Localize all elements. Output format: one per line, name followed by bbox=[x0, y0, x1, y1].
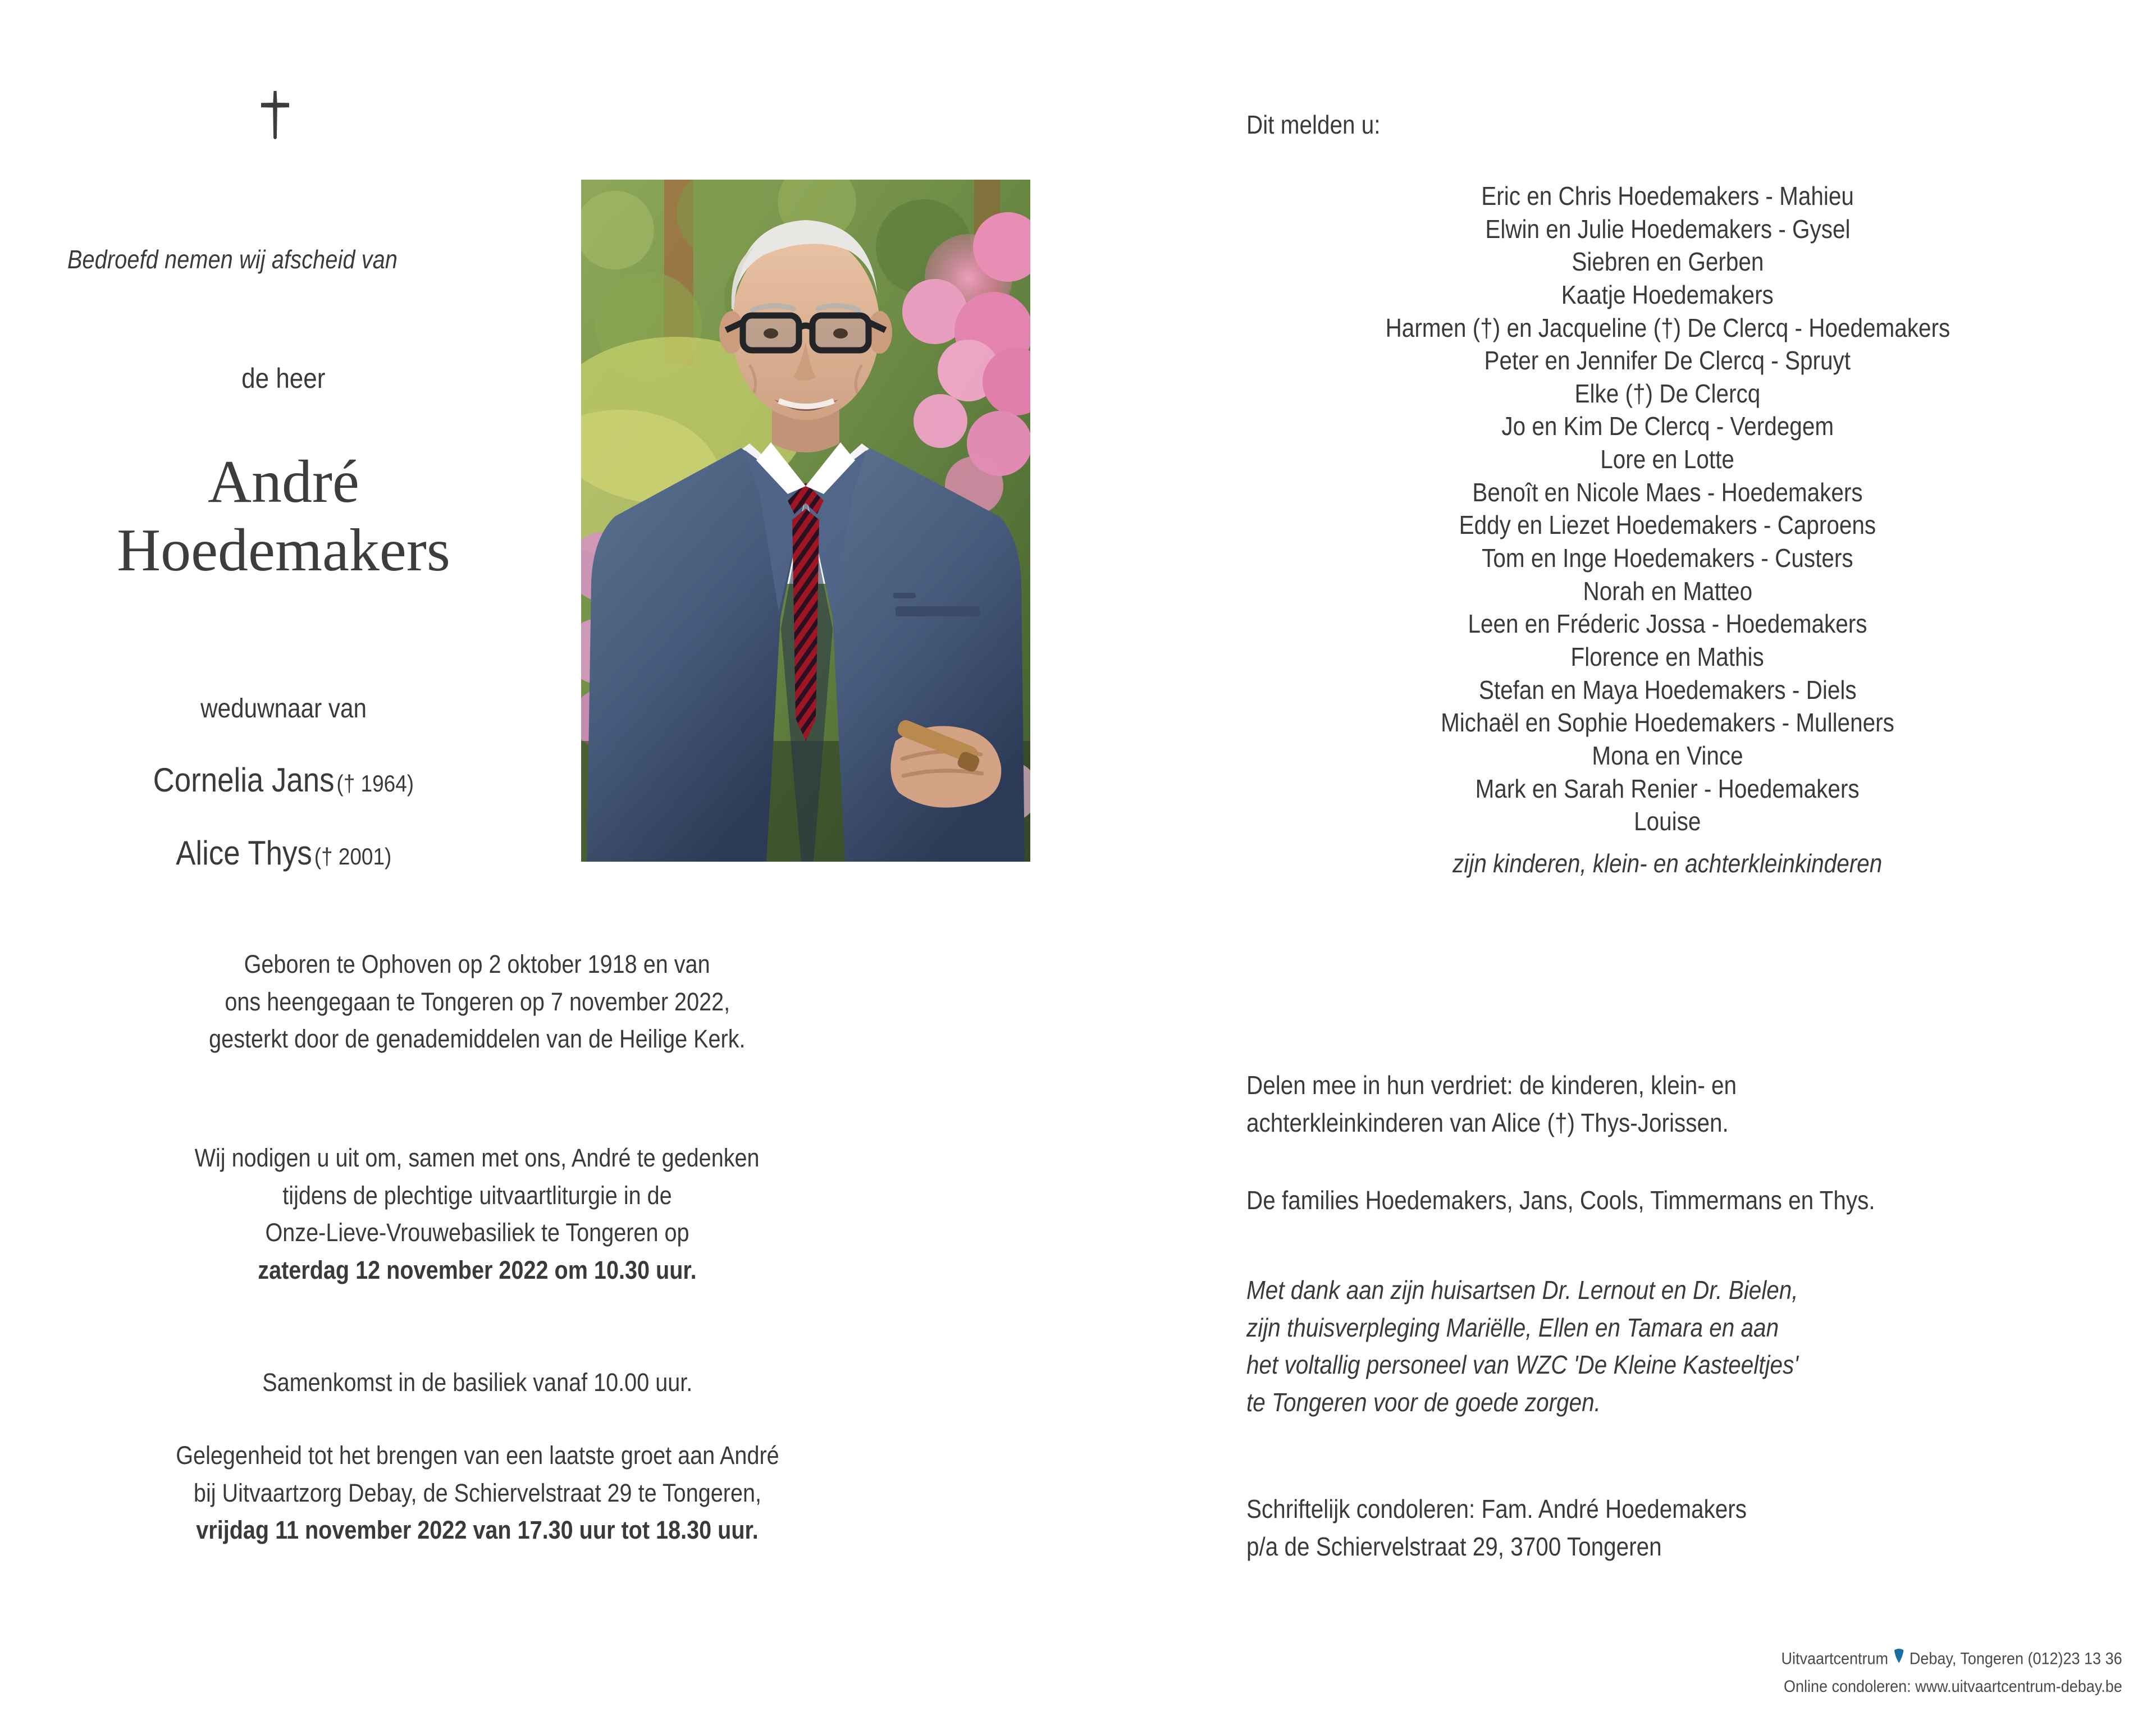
blue-flame-icon bbox=[1893, 1645, 1904, 1671]
visitation-datetime: vrijdag 11 november 2022 van 17.30 uur tot 18.30 uur. bbox=[196, 1516, 759, 1545]
deceased-last-name: Hoedemakers bbox=[117, 517, 450, 584]
spouse-entry bbox=[0, 761, 567, 799]
family-list-item: Benoît en Nicole Maes - Hoedemakers bbox=[1472, 477, 1863, 507]
footer-line-company bbox=[1743, 1645, 2122, 1674]
farewell-intro: Bedroefd nemen wij afscheid van bbox=[67, 245, 398, 274]
family-list-item: Louise bbox=[1634, 807, 1701, 836]
family-list-item: Leen en Fréderic Jossa - Hoedemakers bbox=[1468, 609, 1867, 639]
family-list-item: Mark en Sarah Renier - Hoedemakers bbox=[1476, 774, 1860, 803]
deceased-first-name: André bbox=[208, 449, 359, 515]
family-list-item: Harmen (†) en Jacqueline (†) De Clercq - Hoedemakers bbox=[1385, 313, 1950, 342]
family-list-item: Kaatje Hoedemakers bbox=[1561, 280, 1774, 309]
family-list bbox=[1213, 180, 2122, 880]
families-line: De families Hoedemakers, Jans, Cools, Timmermans en Thys. bbox=[1246, 1186, 1875, 1215]
portrait-photo bbox=[581, 180, 1030, 862]
right-panel bbox=[1179, 0, 2156, 1734]
service-datetime: zaterdag 12 november 2022 om 10.30 uur. bbox=[258, 1255, 697, 1284]
gathering-paragraph: Samenkomst in de basiliek vanaf 10.00 uur. bbox=[262, 1368, 693, 1397]
family-list-item: Jo en Kim De Clercq - Verdegem bbox=[1501, 411, 1834, 441]
footer-line-website: Online condoleren: www.uitvaartcentrum-debay.be bbox=[1784, 1677, 2122, 1696]
spouse-name: Cornelia Jans bbox=[153, 761, 335, 799]
honorific-label: de heer bbox=[241, 363, 326, 394]
family-list-item: Lore en Lotte bbox=[1600, 445, 1735, 474]
birth-death-paragraph: Geboren te Ophoven op 2 oktober 1918 en van ons heengegaan te Tongeren op 7 november 2022, gesterkt door de genademiddelen van de Heilige Kerk. bbox=[209, 950, 746, 1054]
funeral-home-footer bbox=[1743, 1645, 2122, 1699]
family-list-item: Eddy en Liezet Hoedemakers - Caproens bbox=[1459, 510, 1876, 540]
written-condolence-paragraph: Schriftelijk condoleren: Fam. André Hoedemakers p/a de Schiervelstraat 29, 3700 Tongeren bbox=[1246, 1494, 1747, 1561]
family-list-item: Florence en Mathis bbox=[1570, 642, 1765, 671]
footer-company-prefix: Uitvaartcentrum bbox=[1781, 1649, 1889, 1668]
family-list-item: Eric en Chris Hoedemakers - Mahieu bbox=[1481, 181, 1854, 211]
spouse-name: Alice Thys bbox=[175, 834, 312, 872]
family-list-item: Michaël en Sophie Hoedemakers - Mulleners bbox=[1441, 708, 1894, 738]
family-list-item: Tom en Inge Hoedemakers - Custers bbox=[1482, 543, 1853, 573]
family-list-item: Mona en Vince bbox=[1592, 740, 1743, 770]
widower-label: weduwnaar van bbox=[200, 694, 367, 724]
spouse-death-year: († 1964) bbox=[336, 770, 414, 797]
service-paragraph: Wij nodigen u uit om, samen met ons, André te gedenken tijdens de plechtige uitvaartliturgie in de Onze-Lieve-Vrouwebasiliek te Tongeren op zaterdag 12 november 2022 om 10.30 uur. bbox=[45, 1140, 910, 1289]
deceased-name bbox=[0, 449, 567, 584]
family-list-item: Elke (†) De Clercq bbox=[1574, 378, 1761, 408]
family-list-item: Peter en Jennifer De Clercq - Spruyt bbox=[1484, 346, 1851, 376]
spouse-entry bbox=[0, 834, 567, 872]
spouse-death-year: († 2001) bbox=[314, 843, 392, 870]
family-list-item: Elwin en Julie Hoedemakers - Gysel bbox=[1484, 214, 1851, 244]
family-list-item: Norah en Matteo bbox=[1583, 576, 1752, 606]
announcement-heading: Dit melden u: bbox=[1246, 110, 1381, 139]
family-list-item: Siebren en Gerben bbox=[1571, 247, 1764, 277]
family-list-item: Stefan en Maya Hoedemakers - Diels bbox=[1478, 675, 1857, 704]
visitation-paragraph: Gelegenheid tot het brengen van een laatste groet aan André bij Uitvaartzorg Debay, de Schiervelstraat 29 te Tongeren, vrijdag 11 november 2022 van 17.30 uur tot 18.30 uur. bbox=[45, 1437, 910, 1549]
family-list-closing: zijn kinderen, klein- en achterkleinkinderen bbox=[1452, 848, 1883, 878]
footer-company-suffix: Debay, Tongeren (012)23 13 36 bbox=[1910, 1649, 2122, 1668]
condolers-paragraph: Delen mee in hun verdriet: de kinderen, klein- en achterkleinkinderen van Alice (†) Thys-Jorissen. bbox=[1246, 1070, 1737, 1137]
latin-cross-icon bbox=[258, 90, 309, 163]
thanks-paragraph: Met dank aan zijn huisartsen Dr. Lernout en Dr. Bielen, zijn thuisverpleging Mariëlle, Ellen en Tamara en aan het voltallig personeel van WZC 'De Kleine Kasteeltjes' te Tongeren voor de goede zorgen. bbox=[1246, 1275, 1798, 1417]
